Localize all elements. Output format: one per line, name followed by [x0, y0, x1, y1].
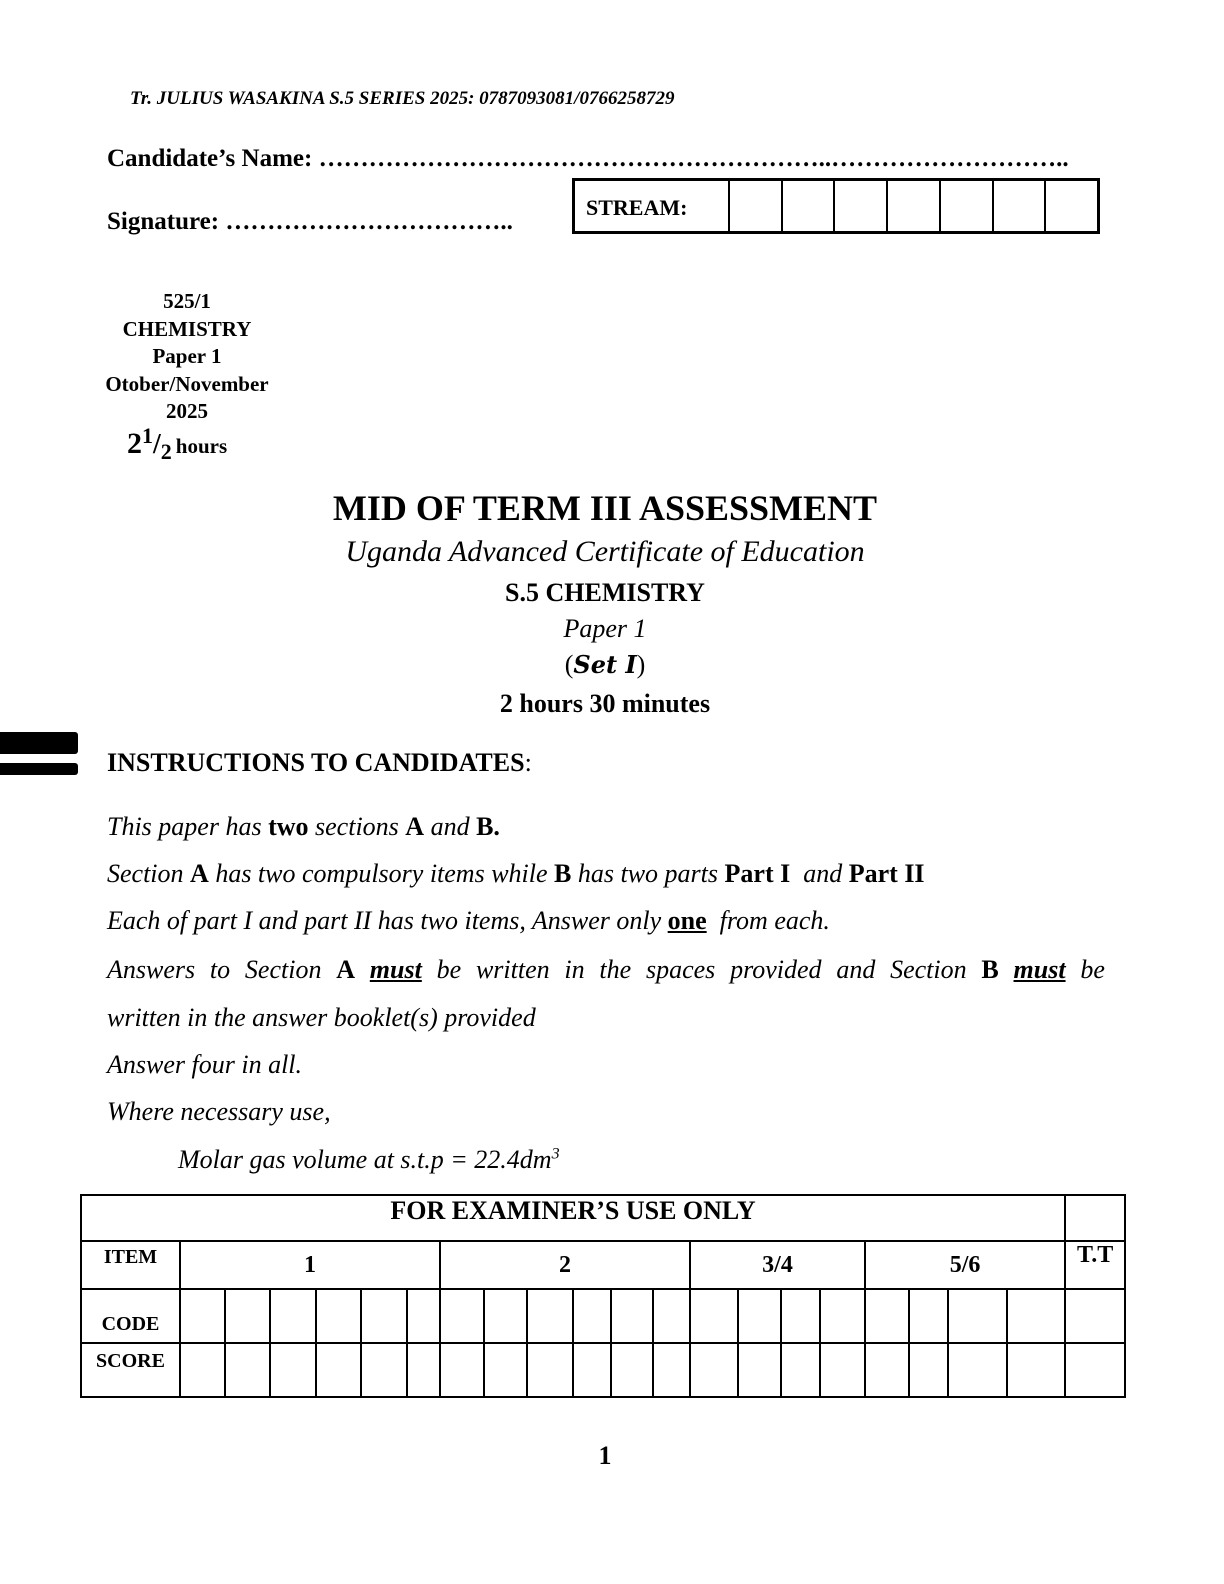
code-cell [440, 1289, 484, 1343]
paper-year: 2025 [166, 399, 208, 423]
code-cell [653, 1289, 690, 1343]
code-cell [573, 1289, 611, 1343]
score-cell [270, 1343, 316, 1397]
code-cell [361, 1289, 407, 1343]
score-cell [361, 1343, 407, 1397]
item-5-6: 5/6 [865, 1241, 1065, 1289]
margin-bar [0, 763, 78, 775]
stream-cell [1046, 181, 1097, 231]
signature-label: Signature: [107, 208, 220, 235]
margin-bar [0, 732, 78, 754]
code-cell [820, 1289, 865, 1343]
score-label: SCORE [81, 1343, 180, 1397]
paper-title: Paper 1 [563, 614, 647, 643]
code-cell [865, 1289, 909, 1343]
code-cell [909, 1289, 948, 1343]
stream-box [572, 178, 1100, 234]
series-header: Tr. JULIUS WASAKINA S.5 SERIES 2025: 0787093081/0766258729 [130, 88, 675, 109]
score-cell [316, 1343, 361, 1397]
paper-duration: 21/2 hours [127, 423, 228, 464]
set-title: (Set I) [564, 650, 646, 679]
code-cell [270, 1289, 316, 1343]
instruction-line: Answer four in all. [107, 1050, 303, 1079]
stream-cell [941, 181, 994, 231]
code-cell [948, 1289, 1007, 1343]
candidate-name-field [107, 145, 1069, 173]
paper-info-block [87, 288, 287, 426]
set-label: Set I [573, 650, 637, 679]
total-label: T.T [1065, 1241, 1125, 1289]
score-cell [781, 1343, 820, 1397]
code-cell [1007, 1289, 1065, 1343]
stream-cell [730, 181, 783, 231]
total-score-cell [1065, 1343, 1125, 1397]
instruction-line: This paper has two sections A and B. [107, 812, 500, 841]
score-cell [180, 1343, 225, 1397]
instruction-line: written in the answer booklet(s) provided [107, 1003, 536, 1032]
duration-whole: 2 [127, 427, 142, 460]
score-cell [440, 1343, 484, 1397]
page-title: MID OF TERM III ASSESSMENT [332, 488, 878, 528]
examiner-table [80, 1194, 1126, 1398]
stream-cell [783, 181, 836, 231]
stream-label: STREAM: [575, 181, 730, 231]
candidate-name-dots: ……………………………………………………..……………………….. [318, 145, 1069, 172]
item-2: 2 [440, 1241, 690, 1289]
examiner-title-blank [1065, 1195, 1125, 1241]
certificate-title: Uganda Advanced Certificate of Education [345, 535, 865, 568]
paper-period: Otober/November [105, 371, 269, 396]
score-cell [611, 1343, 653, 1397]
paper-code: 525/1 [163, 289, 211, 313]
code-cell [690, 1289, 738, 1343]
score-cell [738, 1343, 781, 1397]
signature-field [107, 208, 513, 236]
score-cell [653, 1343, 690, 1397]
code-cell [316, 1289, 361, 1343]
duration-denominator: 2 [160, 439, 172, 464]
score-cell [865, 1343, 909, 1397]
item-1: 1 [180, 1241, 440, 1289]
stream-cell [835, 181, 888, 231]
code-cell [781, 1289, 820, 1343]
code-cell [180, 1289, 225, 1343]
score-cell [225, 1343, 270, 1397]
score-cell [909, 1343, 948, 1397]
total-code-cell [1065, 1289, 1125, 1343]
paper-number: Paper 1 [152, 344, 222, 368]
score-cell [948, 1343, 1007, 1397]
molar-volume-constant: Molar gas volume at $s.t.p = 22.4dm^3$ [178, 1145, 560, 1174]
item-3-4: 3/4 [690, 1241, 865, 1289]
paper-subject: CHEMISTRY [122, 316, 252, 341]
score-cell [484, 1343, 527, 1397]
signature-dots: …………………………….. [225, 208, 513, 235]
code-cell [527, 1289, 573, 1343]
duration-numerator: 1 [142, 423, 153, 448]
code-cell [225, 1289, 270, 1343]
code-cell [407, 1289, 440, 1343]
instruction-line: Section A has two compulsory items while B has two parts Part I and Part II [107, 859, 925, 888]
subject-title: S.5 CHEMISTRY [505, 578, 705, 607]
code-cell [484, 1289, 527, 1343]
score-cell [407, 1343, 440, 1397]
score-cell [690, 1343, 738, 1397]
instructions-heading: INSTRUCTIONS TO CANDIDATES: [107, 748, 532, 777]
page-number: 1 [598, 1441, 612, 1470]
duration-title: 2 hours 30 minutes [499, 689, 711, 718]
item-label: ITEM [81, 1241, 180, 1289]
instruction-line: Answers to Section A must be written in the spaces provided and Section B must be [107, 955, 1105, 984]
instruction-line: Where necessary use, [107, 1097, 331, 1126]
code-cell [611, 1289, 653, 1343]
score-cell [573, 1343, 611, 1397]
score-cell [527, 1343, 573, 1397]
score-cell [820, 1343, 865, 1397]
stream-cell [888, 181, 941, 231]
instruction-line: Each of part I and part II has two items, Answer only one from each. [107, 906, 830, 935]
stream-cell [994, 181, 1047, 231]
examiner-table-title: FOR EXAMINER’S USE ONLY [81, 1195, 1065, 1241]
score-cell [1007, 1343, 1065, 1397]
candidate-name-label: Candidate’s Name: [107, 145, 313, 172]
code-cell [738, 1289, 781, 1343]
duration-unit: hours [175, 434, 228, 458]
code-label: CODE [81, 1289, 180, 1343]
